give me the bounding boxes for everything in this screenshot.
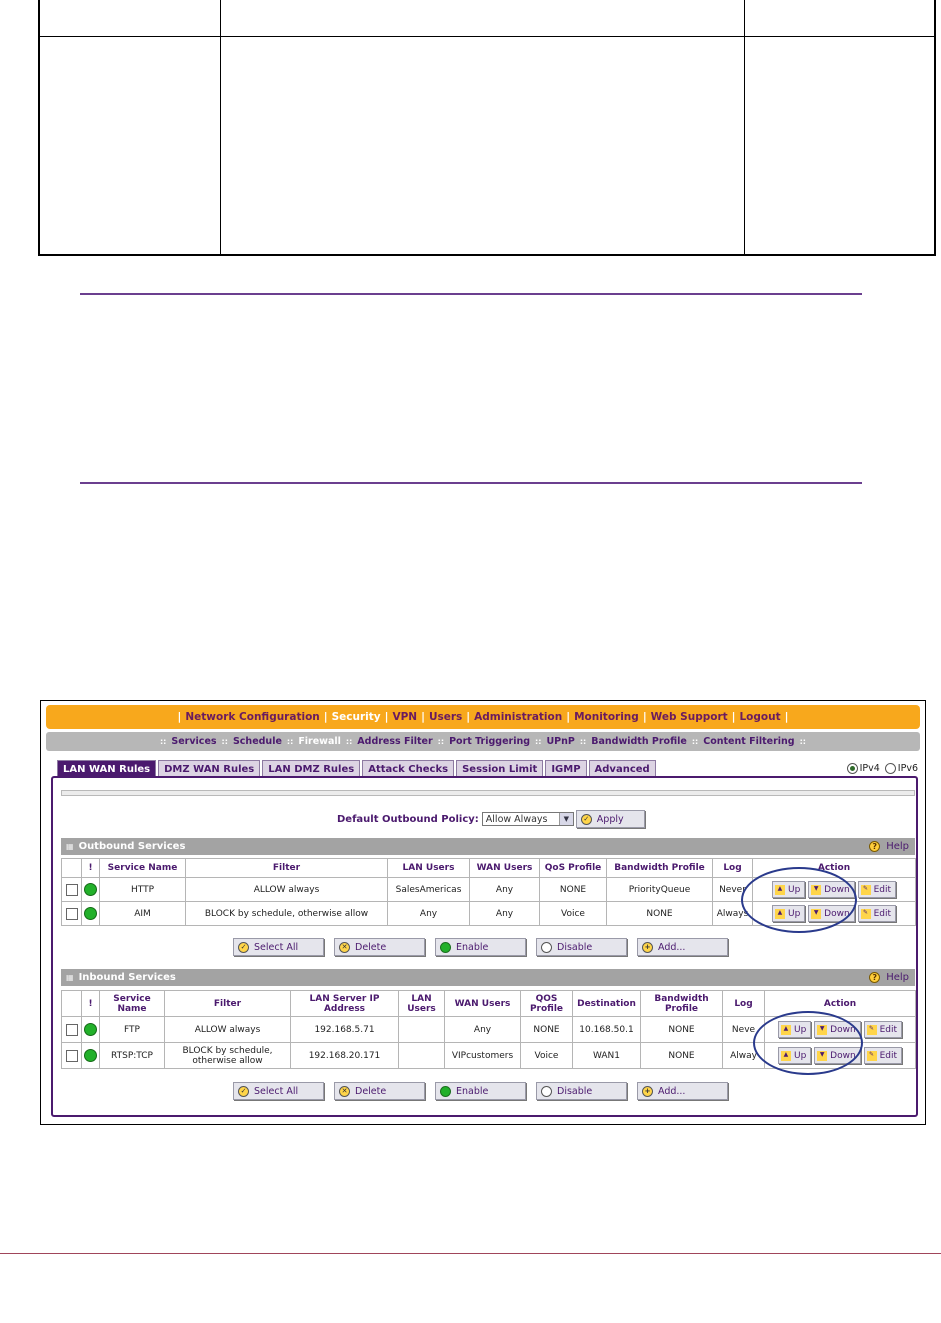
status-enabled-icon bbox=[84, 1049, 97, 1062]
edit-label: Edit bbox=[879, 1024, 897, 1035]
edit-button[interactable] bbox=[864, 1047, 902, 1064]
down-label: Down bbox=[824, 908, 850, 919]
col-lan-users: LAN Users bbox=[388, 859, 470, 878]
filter: ALLOW always bbox=[186, 878, 388, 902]
subnav-firewall[interactable]: Firewall bbox=[298, 736, 341, 747]
col-wan-users: WAN Users bbox=[445, 991, 521, 1017]
inbound-delete-button[interactable] bbox=[334, 1082, 425, 1100]
annotation-oval-outbound bbox=[741, 867, 857, 933]
outbound-enable-button[interactable] bbox=[435, 938, 526, 956]
help-icon: ? bbox=[869, 841, 880, 852]
nav-network-configuration[interactable]: Network Configuration bbox=[185, 711, 320, 723]
pencil-icon: ✎ bbox=[861, 885, 871, 895]
service-name: AIM bbox=[100, 902, 186, 926]
col-lan-server-ip: LAN Server IP Address bbox=[291, 991, 399, 1017]
tab-lan-wan-rules[interactable]: LAN WAN Rules bbox=[57, 760, 156, 778]
lan-users bbox=[399, 1043, 445, 1069]
row-checkbox[interactable] bbox=[66, 908, 78, 920]
nav-administration[interactable]: Administration bbox=[474, 711, 563, 723]
inbound-enable-button[interactable] bbox=[435, 1082, 526, 1100]
down-arrow-icon: ▼ bbox=[811, 885, 821, 895]
inbound-services-header bbox=[61, 969, 915, 986]
ipv4-radio[interactable] bbox=[847, 763, 858, 774]
disable-label: Disable bbox=[557, 1085, 593, 1097]
filter: BLOCK by schedule, otherwise allow bbox=[186, 902, 388, 926]
lan-users: Any bbox=[388, 902, 470, 926]
inbound-select-all-button[interactable] bbox=[233, 1082, 324, 1100]
subnav-schedule[interactable]: Schedule bbox=[232, 736, 282, 747]
edit-button[interactable] bbox=[864, 1021, 902, 1038]
service-name: HTTP bbox=[100, 878, 186, 902]
inbound-disable-button[interactable] bbox=[536, 1082, 627, 1100]
col-log: Log bbox=[723, 991, 765, 1017]
qos-profile: NONE bbox=[540, 878, 607, 902]
column-divider bbox=[220, 0, 221, 254]
table-header-rule bbox=[40, 36, 934, 37]
outbound-help[interactable] bbox=[869, 841, 909, 852]
outbound-disable-button[interactable] bbox=[536, 938, 627, 956]
check-icon: ✓ bbox=[238, 942, 249, 953]
outbound-select-all-button[interactable] bbox=[233, 938, 324, 956]
up-arrow-icon: ▲ bbox=[781, 1051, 791, 1061]
nav-monitoring[interactable]: Monitoring bbox=[574, 711, 639, 723]
down-label: Down bbox=[824, 884, 850, 895]
down-arrow-icon: ▼ bbox=[817, 1025, 827, 1035]
tab-session-limit[interactable]: Session Limit bbox=[456, 760, 543, 778]
qos-profile: Voice bbox=[540, 902, 607, 926]
add-icon: + bbox=[642, 942, 653, 953]
tab-attack-checks[interactable]: Attack Checks bbox=[362, 760, 454, 778]
column-divider bbox=[744, 0, 745, 254]
bandwidth-profile: NONE bbox=[607, 902, 713, 926]
wan-users: Any bbox=[470, 878, 540, 902]
subnav-services[interactable]: Services bbox=[171, 736, 217, 747]
grid-icon: ▦ bbox=[66, 973, 74, 982]
note-rule-top bbox=[80, 293, 862, 295]
nav-users[interactable]: Users bbox=[428, 711, 463, 723]
delete-label: Delete bbox=[355, 1085, 387, 1097]
chevron-down-icon: ▼ bbox=[559, 813, 573, 825]
add-icon: + bbox=[642, 1086, 653, 1097]
col-filter: Filter bbox=[165, 991, 291, 1017]
service-name: FTP bbox=[100, 1017, 165, 1043]
select-all-label: Select All bbox=[254, 1085, 299, 1097]
wan-users: VIPcustomers bbox=[445, 1043, 521, 1069]
document-table bbox=[38, 0, 936, 256]
col-action: Action bbox=[765, 991, 916, 1017]
log: Neve bbox=[723, 1017, 765, 1043]
delete-label: Delete bbox=[355, 941, 387, 953]
apply-label: Apply bbox=[596, 813, 624, 825]
edit-button[interactable] bbox=[858, 905, 896, 922]
help-label: Help bbox=[886, 841, 909, 852]
ipv6-label: IPv6 bbox=[897, 763, 918, 774]
nav-logout[interactable]: Logout bbox=[739, 711, 781, 723]
tab-igmp[interactable]: IGMP bbox=[545, 760, 586, 778]
policy-select-value: Allow Always bbox=[485, 814, 548, 825]
nav-vpn[interactable]: VPN bbox=[392, 711, 418, 723]
col-service-name: Service Name bbox=[100, 859, 186, 878]
edit-label: Edit bbox=[873, 908, 891, 919]
disable-icon bbox=[541, 942, 552, 953]
status-enabled-icon bbox=[84, 1023, 97, 1036]
col-qos-profile: QoS Profile bbox=[540, 859, 607, 878]
log: Always bbox=[713, 902, 753, 926]
col-status: ! bbox=[82, 991, 100, 1017]
check-icon: ✓ bbox=[581, 814, 592, 825]
col-select bbox=[62, 859, 82, 878]
note-rule-bottom bbox=[80, 482, 862, 484]
up-label: Up bbox=[787, 908, 801, 919]
col-wan-users: WAN Users bbox=[470, 859, 540, 878]
select-all-label: Select All bbox=[254, 941, 299, 953]
col-select bbox=[62, 991, 82, 1017]
nav-security[interactable]: Security bbox=[331, 711, 381, 723]
lan-server-ip: 192.168.20.171 bbox=[291, 1043, 399, 1069]
row-checkbox[interactable] bbox=[66, 884, 78, 896]
edit-button[interactable] bbox=[858, 881, 896, 898]
enable-icon bbox=[440, 1086, 451, 1097]
footer-rule bbox=[0, 1253, 941, 1254]
service-name: RTSP:TCP bbox=[100, 1043, 165, 1069]
col-action: Action bbox=[753, 859, 916, 878]
qos-profile: NONE bbox=[521, 1017, 573, 1043]
status-enabled-icon bbox=[84, 907, 97, 920]
up-arrow-icon: ▲ bbox=[781, 1025, 791, 1035]
disable-label: Disable bbox=[557, 941, 593, 953]
inbound-title: Inbound Services bbox=[78, 972, 176, 983]
down-arrow-icon: ▼ bbox=[811, 909, 821, 919]
ipv4-label: IPv4 bbox=[859, 763, 880, 774]
pencil-icon: ✎ bbox=[867, 1025, 877, 1035]
filter: BLOCK by schedule, otherwise allow bbox=[165, 1043, 291, 1069]
col-lan-users: LAN Users bbox=[399, 991, 445, 1017]
nav-web-support[interactable]: Web Support bbox=[650, 711, 728, 723]
up-label: Up bbox=[793, 1024, 807, 1035]
qos-profile: Voice bbox=[521, 1043, 573, 1069]
bandwidth-profile: NONE bbox=[641, 1017, 723, 1043]
destination: 10.168.50.1 bbox=[573, 1017, 641, 1043]
edit-label: Edit bbox=[873, 884, 891, 895]
col-status: ! bbox=[82, 859, 100, 878]
status-bar bbox=[61, 790, 915, 796]
wan-users: Any bbox=[470, 902, 540, 926]
lan-users: SalesAmericas bbox=[388, 878, 470, 902]
main-nav: | Network Configuration | Security | VPN | Users | Administration | Monitoring | Web Support | Logout | bbox=[46, 705, 920, 729]
status-enabled-icon bbox=[84, 883, 97, 896]
col-qos-profile: QOS Profile bbox=[521, 991, 573, 1017]
help-label: Help bbox=[886, 972, 909, 983]
apply-button[interactable] bbox=[576, 810, 645, 828]
down-label: Down bbox=[830, 1050, 856, 1061]
subnav-address-filter[interactable]: Address Filter bbox=[357, 736, 433, 747]
outbound-title: Outbound Services bbox=[78, 841, 186, 852]
bandwidth-profile: PriorityQueue bbox=[607, 878, 713, 902]
outbound-services-header bbox=[61, 838, 915, 855]
col-log: Log bbox=[713, 859, 753, 878]
subnav-upnp[interactable]: UPnP bbox=[546, 736, 575, 747]
sub-nav: :: Services :: Schedule :: Firewall :: Address Filter :: Port Triggering :: UPnP :: Bandwidth Profile :: Content Filtering :: bbox=[46, 732, 920, 751]
default-outbound-policy bbox=[337, 810, 645, 828]
pencil-icon: ✎ bbox=[861, 909, 871, 919]
destination: WAN1 bbox=[573, 1043, 641, 1069]
ip-version-selector bbox=[845, 763, 918, 774]
up-arrow-icon: ▲ bbox=[775, 909, 785, 919]
delete-icon: ✕ bbox=[339, 1086, 350, 1097]
help-icon: ? bbox=[869, 972, 880, 983]
ipv6-radio[interactable] bbox=[885, 763, 896, 774]
inbound-add-button[interactable] bbox=[637, 1082, 728, 1100]
tab-advanced[interactable]: Advanced bbox=[589, 760, 656, 778]
outbound-delete-button[interactable] bbox=[334, 938, 425, 956]
col-service-name: Service Name bbox=[100, 991, 165, 1017]
wan-users: Any bbox=[445, 1017, 521, 1043]
inbound-help[interactable] bbox=[869, 972, 909, 983]
log: Never bbox=[713, 878, 753, 902]
check-icon: ✓ bbox=[238, 1086, 249, 1097]
pencil-icon: ✎ bbox=[867, 1051, 877, 1061]
subnav-bandwidth-profile[interactable]: Bandwidth Profile bbox=[591, 736, 687, 747]
subnav-content-filtering[interactable]: Content Filtering bbox=[703, 736, 795, 747]
enable-label: Enable bbox=[456, 941, 489, 953]
policy-select[interactable] bbox=[482, 812, 574, 826]
policy-label: Default Outbound Policy: bbox=[337, 813, 479, 825]
col-filter: Filter bbox=[186, 859, 388, 878]
up-label: Up bbox=[793, 1050, 807, 1061]
grid-icon: ▦ bbox=[66, 842, 74, 851]
up-arrow-icon: ▲ bbox=[775, 885, 785, 895]
row-checkbox[interactable] bbox=[66, 1050, 78, 1062]
down-arrow-icon: ▼ bbox=[817, 1051, 827, 1061]
enable-label: Enable bbox=[456, 1085, 489, 1097]
up-label: Up bbox=[787, 884, 801, 895]
annotation-oval-inbound bbox=[753, 1011, 863, 1075]
tab-lan-dmz-rules[interactable]: LAN DMZ Rules bbox=[262, 760, 360, 778]
col-destination: Destination bbox=[573, 991, 641, 1017]
subnav-port-triggering[interactable]: Port Triggering bbox=[449, 736, 531, 747]
add-label: Add... bbox=[658, 1085, 686, 1097]
log: Alway bbox=[723, 1043, 765, 1069]
lan-users bbox=[399, 1017, 445, 1043]
down-label: Down bbox=[830, 1024, 856, 1035]
tab-dmz-wan-rules[interactable]: DMZ WAN Rules bbox=[158, 760, 260, 778]
col-bandwidth-profile: Bandwidth Profile bbox=[641, 991, 723, 1017]
add-label: Add... bbox=[658, 941, 686, 953]
screenshot-figure bbox=[40, 700, 926, 1125]
disable-icon bbox=[541, 1086, 552, 1097]
col-bandwidth-profile: Bandwidth Profile bbox=[607, 859, 713, 878]
filter: ALLOW always bbox=[165, 1017, 291, 1043]
edit-label: Edit bbox=[879, 1050, 897, 1061]
lan-server-ip: 192.168.5.71 bbox=[291, 1017, 399, 1043]
delete-icon: ✕ bbox=[339, 942, 350, 953]
bandwidth-profile: NONE bbox=[641, 1043, 723, 1069]
row-checkbox[interactable] bbox=[66, 1024, 78, 1036]
enable-icon bbox=[440, 942, 451, 953]
outbound-add-button[interactable] bbox=[637, 938, 728, 956]
